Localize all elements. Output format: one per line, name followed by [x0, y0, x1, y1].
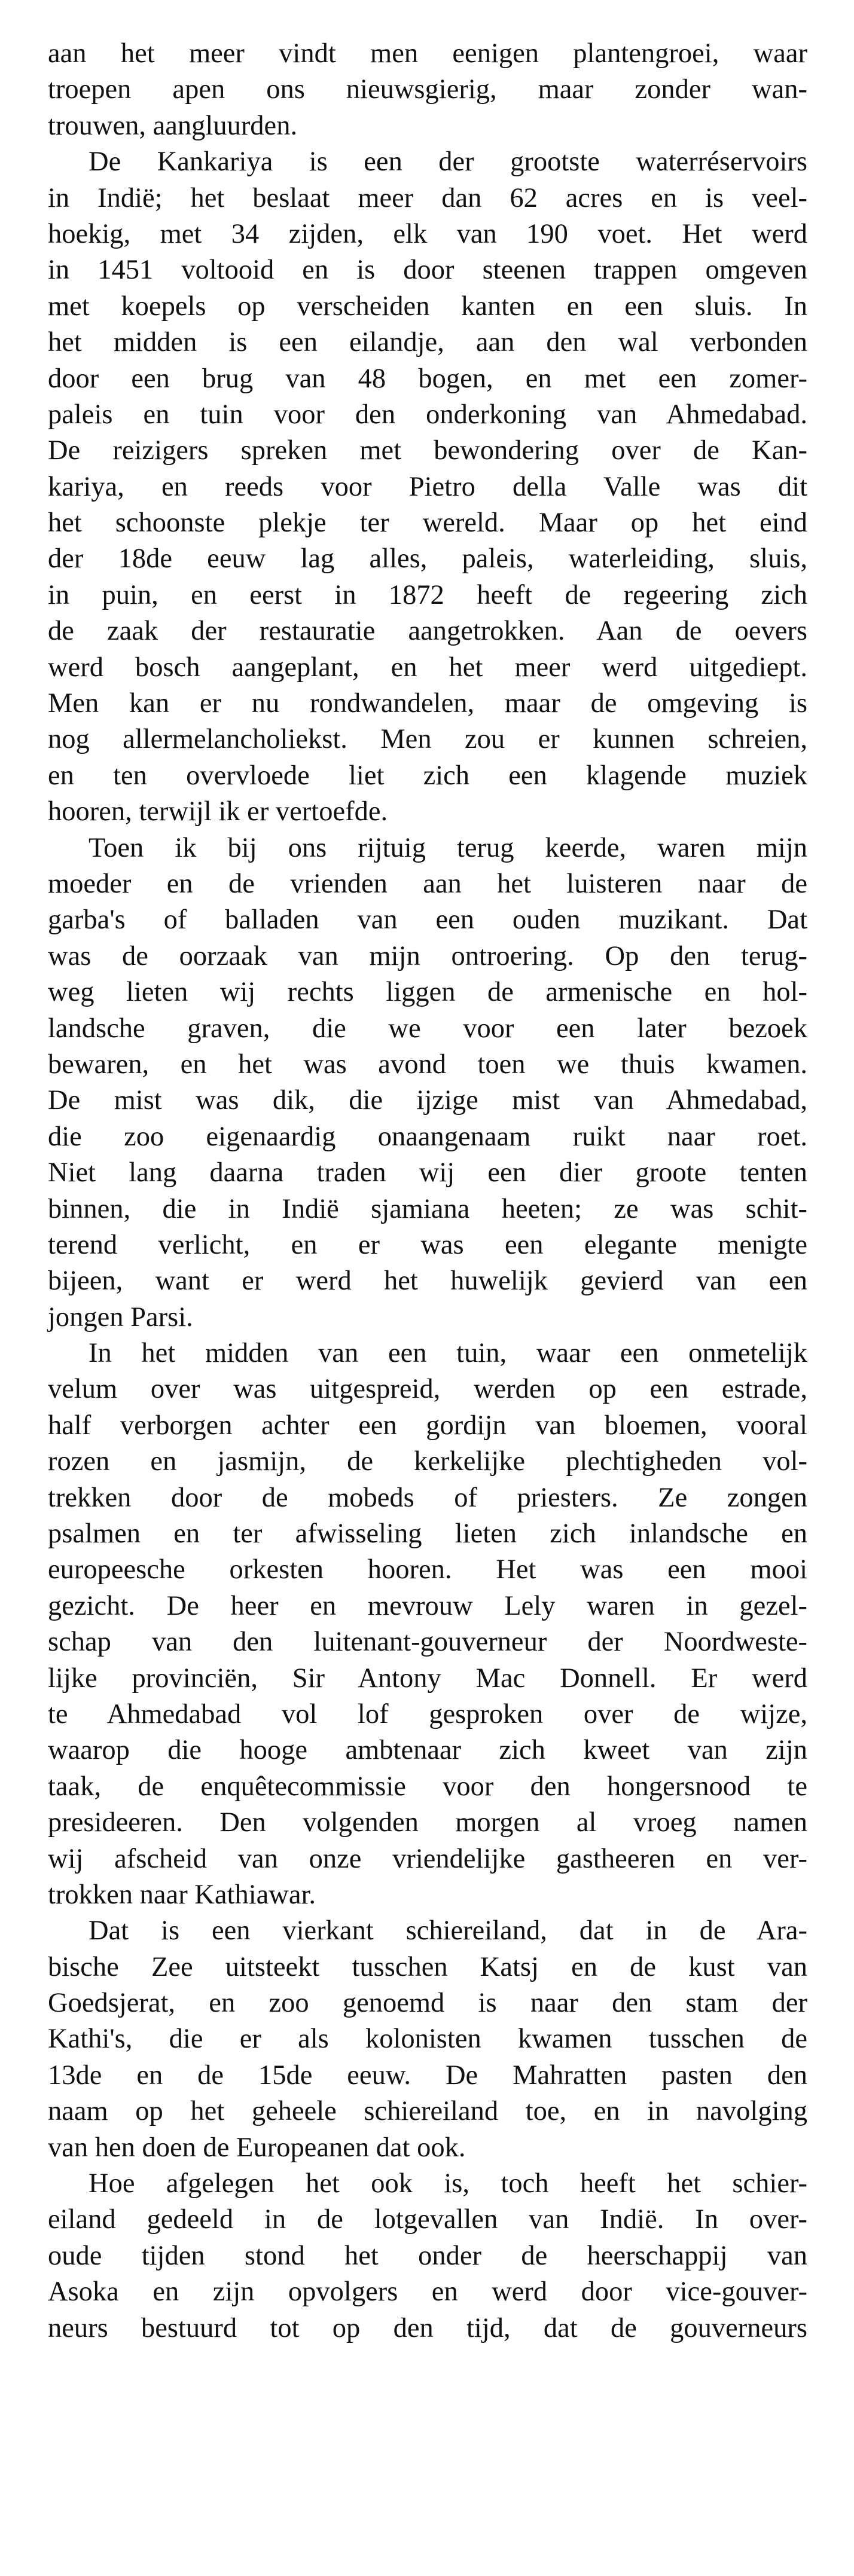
text-line: paleis en tuin voor den onderkoning van Ahmedabad. — [48, 399, 807, 430]
text-line: naam op het geheele schiereiland toe, en in navolging — [48, 2096, 807, 2127]
text-line: 13de en de 15de eeuw. De Mahratten pasten den — [48, 2059, 807, 2091]
text-line: jongen Parsi. — [48, 1301, 193, 1333]
text-line: troepen apen ons nieuwsgierig, maar zonder wan- — [48, 74, 807, 105]
text-line: garba's of balladen van een ouden muzikant. Dat — [48, 904, 807, 936]
text-line: nog allermelancholiekst. Men zou er kunnen schreien, — [48, 724, 807, 755]
text-line: bische Zee uitsteekt tusschen Katsj en de kust van — [48, 1951, 807, 1982]
paragraph-history — [48, 2166, 849, 2346]
text-line: schap van den luitenant-gouverneur der Noordweste- — [48, 1627, 807, 1658]
text-line: te Ahmedabad vol lof gesproken over de wijze, — [48, 1698, 807, 1729]
paragraph-kathiawar — [48, 1913, 849, 2166]
text-line: velum over was uitgespreid, werden op een estrade, — [48, 1374, 807, 1405]
text-line: lijke provinciën, Sir Antony Mac Donnell. Er werd — [48, 1663, 807, 1694]
text-line: rozen en jasmijn, de kerkelijke plechtigheden vol- — [48, 1446, 807, 1477]
text-line: oude tijden stond het onder de heerschappij van — [48, 2240, 807, 2271]
text-line: Hoe afgelegen het ook is, toch heeft het schier- — [89, 2168, 807, 2199]
text-line: bewaren, en het was avond toen we thuis kwamen. — [48, 1049, 807, 1080]
text-line: Asoka en zijn opvolgers en werd door vice-gouver- — [48, 2276, 807, 2308]
text-line: De reizigers spreken met bewondering over de Kan- — [48, 435, 807, 466]
text-line: trouwen, aangluurden. — [48, 110, 298, 141]
text-line: was de oorzaak van mijn ontroering. Op den terug- — [48, 940, 807, 971]
text-line: terend verlicht, en er was een elegante menigte — [48, 1229, 807, 1260]
text-line: bijeen, want er werd het huwelijk gevierd van een — [48, 1266, 807, 1297]
text-line: In het midden van een tuin, waar een onmetelijk — [89, 1338, 807, 1369]
text-line: gezicht. De heer en mevrouw Lely waren in gezel- — [48, 1590, 807, 1621]
paragraph-kankariya — [48, 144, 849, 830]
text-line: de zaak der restauratie aangetrokken. Aan de oevers — [48, 616, 807, 647]
text-line: in Indië; het beslaat meer dan 62 acres en is veel- — [48, 182, 807, 213]
text-line: trekken door de mobeds of priesters. Ze zongen — [48, 1482, 807, 1513]
paragraph-return — [48, 830, 849, 1336]
book-page — [48, 36, 849, 2547]
text-line: in 1451 voltooid en is door steenen trappen omgeven — [48, 255, 807, 286]
text-line: kariya, en reeds voor Pietro della Valle was dit — [48, 471, 807, 502]
text-line: eiland gedeeld in de lotgevallen van Indië. In over- — [48, 2204, 807, 2235]
text-line: trokken naar Kathiawar. — [48, 1879, 316, 1910]
paragraph-wedding — [48, 1336, 849, 1913]
text-line: neurs bestuurd tot op den tijd, dat de gouverneurs — [48, 2312, 807, 2343]
text-line: presideeren. Den volgenden morgen al vroeg namen — [48, 1807, 807, 1838]
text-line: binnen, die in Indië sjamiana heeten; ze was schit- — [48, 1193, 807, 1224]
text-line: Men kan er nu rondwandelen, maar de omgeving is — [48, 688, 807, 719]
text-line: van hen doen de Europeanen dat ook. — [48, 2132, 466, 2163]
text-line: Kathi's, die er als kolonisten kwamen tusschen de — [48, 2024, 807, 2055]
text-line: met koepels op verscheiden kanten en een sluis. In — [48, 291, 807, 322]
text-line: wij afscheid van onze vriendelijke gastheeren en ver- — [48, 1843, 807, 1874]
text-line: het schoonste plekje ter wereld. Maar op het eind — [48, 508, 807, 539]
text-line: europeesche orkesten hooren. Het was een mooi — [48, 1554, 807, 1585]
text-line: De mist was dik, die ijzige mist van Ahmedabad, — [48, 1085, 807, 1116]
text-line: psalmen en ter afwisseling lieten zich inlandsche en — [48, 1518, 807, 1550]
text-line: Toen ik bij ons rijtuig terug keerde, waren mijn — [89, 832, 807, 863]
text-line: het midden is een eilandje, aan den wal verbonden — [48, 327, 807, 358]
text-line: hoekig, met 34 zijden, elk van 190 voet. Het werd — [48, 218, 807, 249]
text-line: moeder en de vrienden aan het luisteren naar de — [48, 868, 807, 899]
text-line: taak, de enquêtecommissie voor den hongersnood te — [48, 1771, 807, 1802]
paragraph-continuation — [48, 36, 849, 144]
text-line: Goedsjerat, en zoo genoemd is naar den stam der — [48, 1988, 807, 2019]
text-line: werd bosch aangeplant, en het meer werd uitgediept. — [48, 652, 807, 683]
text-line: der 18de eeuw lag alles, paleis, waterleiding, sluis, — [48, 543, 807, 575]
text-line: Dat is een vierkant schiereiland, dat in de Ara- — [89, 1915, 807, 1946]
text-line: hooren, terwijl ik er vertoefde. — [48, 796, 388, 827]
text-line: landsche graven, die we voor een later bezoek — [48, 1013, 807, 1044]
text-line: in puin, en eerst in 1872 heeft de regeering zich — [48, 579, 807, 610]
text-line: aan het meer vindt men eenigen plantengroei, waar — [48, 38, 807, 69]
text-line: door een brug van 48 bogen, en met een zomer- — [48, 363, 807, 394]
text-line: en ten overvloede liet zich een klagende muziek — [48, 760, 807, 791]
text-line: waarop die hooge ambtenaar zich kweet van zijn — [48, 1735, 807, 1766]
text-line: De Kankariya is een der grootste waterréservoirs — [89, 146, 807, 178]
text-line: half verborgen achter een gordijn van bloemen, vooral — [48, 1410, 807, 1441]
text-line: die zoo eigenaardig onaangenaam ruikt naar roet. — [48, 1121, 807, 1152]
text-line: weg lieten wij rechts liggen de armenische en hol- — [48, 977, 807, 1008]
text-line: Niet lang daarna traden wij een dier groote tenten — [48, 1157, 807, 1188]
